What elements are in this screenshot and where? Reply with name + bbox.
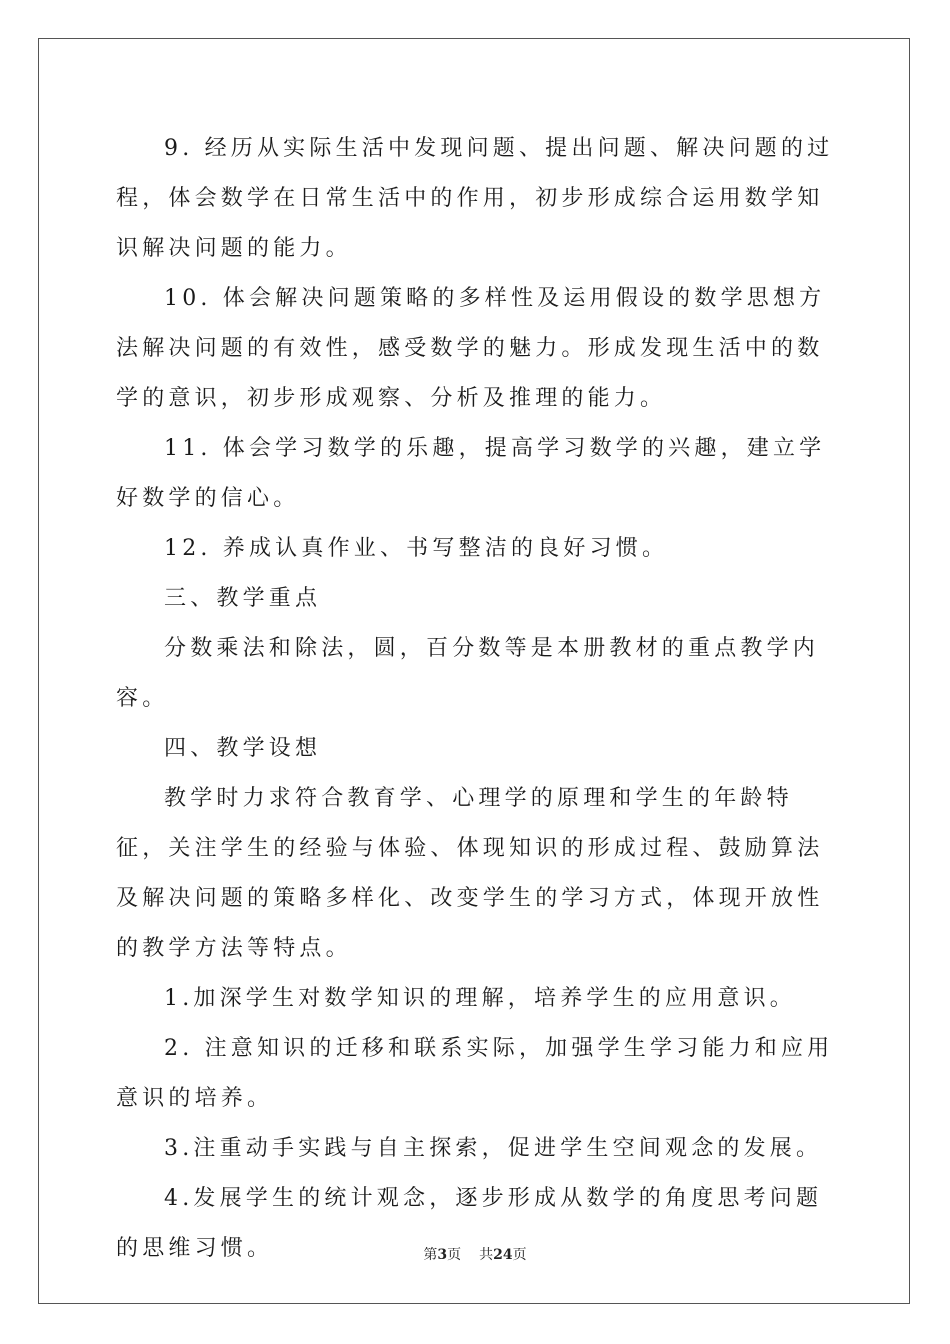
key-points-text: 分数乘法和除法，圆，百分数等是本册教材的重点教学内容。 xyxy=(116,636,820,711)
page-footer xyxy=(0,1244,950,1264)
paragraph-item-9: 9. 经历从实际生活中发现问题、提出问题、解决问题的过程，体会数学在日常生活中的作用，初步形成综合运用数学知识解决问题的能力。 xyxy=(116,136,834,261)
paragraph-item-11: 11. 体会学习数学的乐趣，提高学习数学的兴趣，建立学好数学的信心。 xyxy=(116,436,826,511)
document-body xyxy=(116,124,834,1274)
section-heading-key-points: 三、教学重点 xyxy=(164,586,322,611)
page-prefix: 第 xyxy=(423,1247,438,1263)
section-heading-teaching-ideas: 四、教学设想 xyxy=(164,736,322,761)
teaching-idea-3: 3.注重动手实践与自主探索，促进学生空间观念的发展。 xyxy=(164,1136,823,1161)
paragraph-item-10: 10. 体会解决问题策略的多样性及运用假设的数学思想方法解决问题的有效性，感受数学的魅力。形成发现生活中的数学的意识，初步形成观察、分析及推理的能力。 xyxy=(116,286,826,411)
total-suffix: 页 xyxy=(512,1247,527,1263)
total-prefix: 共 xyxy=(479,1247,494,1263)
page-number: 3 xyxy=(437,1247,448,1263)
teaching-idea-1: 1.加深学生对数学知识的理解，培养学生的应用意识。 xyxy=(164,986,796,1011)
page-suffix: 页 xyxy=(447,1247,462,1263)
paragraph-item-12: 12. 养成认真作业、书写整洁的良好习惯。 xyxy=(164,536,669,561)
teaching-idea-4: 4.发展学生的统计观念，逐步形成从数学的角度思考问题的思维习惯。 xyxy=(116,1186,823,1261)
teaching-ideas-intro: 教学时力求符合教育学、心理学的原理和学生的年龄特征，关注学生的经验与体验、体现知识的形成过程、鼓励算法及解决问题的策略多样化、改变学生的学习方式，体现开放性的教学方法等特点。 xyxy=(116,786,824,961)
total-pages: 24 xyxy=(493,1247,513,1263)
teaching-idea-2: 2. 注意知识的迁移和联系实际，加强学生学习能力和应用意识的培养。 xyxy=(116,1036,834,1111)
